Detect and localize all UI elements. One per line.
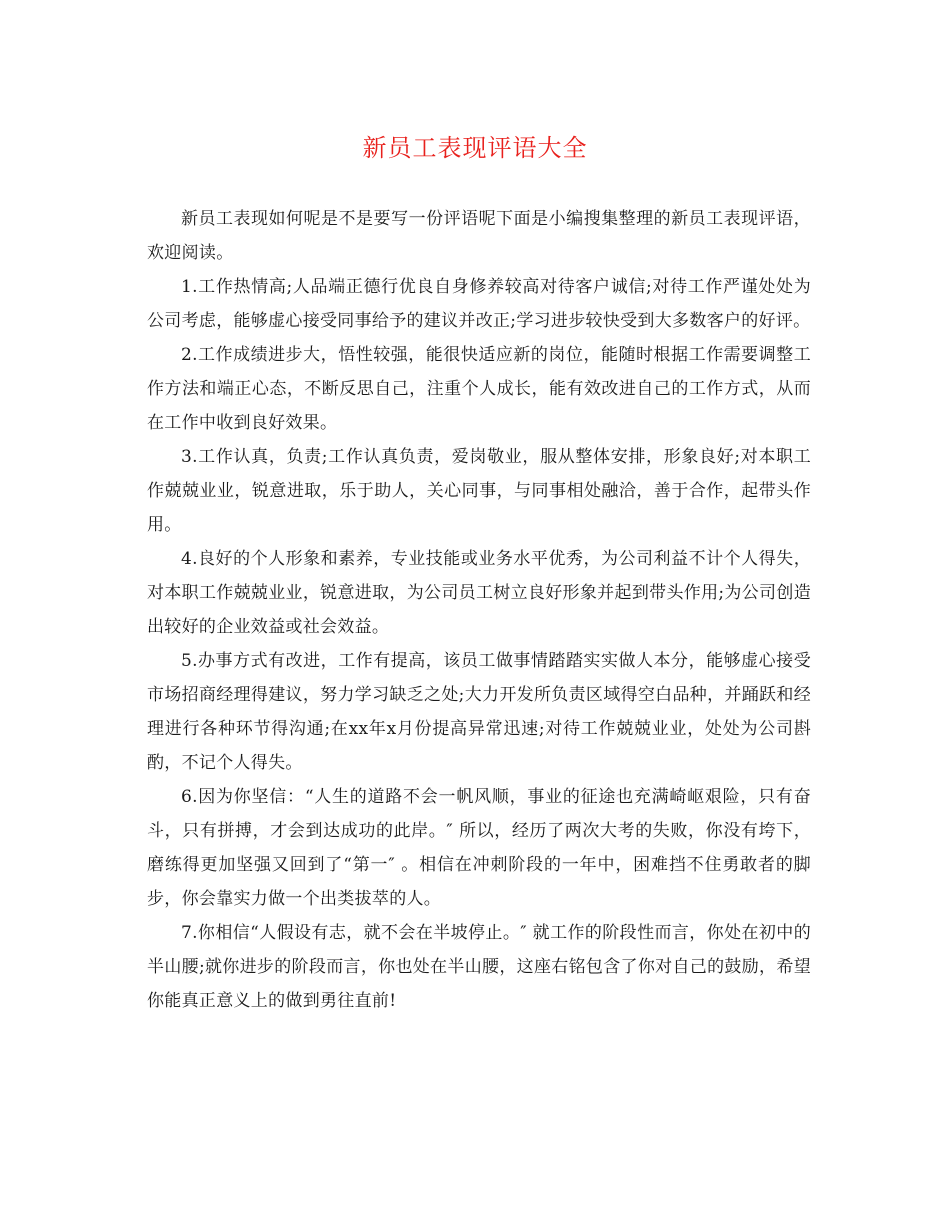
intro-paragraph: 新员工表现如何呢是不是要写一份评语呢下面是小编搜集整理的新员工表现评语，欢迎阅读。	[147, 209, 811, 263]
paragraph-6: 6.因为你坚信：“人生的道路不会一帆风顺，事业的征途也充满崎岖艰险，只有奋斗，只有拼搏，才会到达成功的此岸。″ 所以，经历了两次大考的失败，你没有垮下，磨练得更加坚强又回到了“第一″ 。相信在冲刺阶段的一年中，困难挡不住勇敢者的脚步，你会靠实力做一个出类拔萃的人。	[147, 787, 811, 909]
paragraph-7: 7.你相信“人假设有志，就不会在半坡停止。″ 就工作的阶段性而言，你处在初中的半山腰;就你进步的阶段而言，你也处在半山腰，这座右铭包含了你对自己的鼓励，希望你能真正意义上的做到勇往直前!	[147, 923, 811, 1011]
paragraph-3: 3.工作认真，负责;工作认真负责，爱岗敬业，服从整体安排，形象良好;对本职工作兢兢业业，锐意进取，乐于助人，关心同事，与同事相处融洽，善于合作，起带头作用。	[147, 447, 811, 535]
paragraph-4: 4.良好的个人形象和素养，专业技能或业务水平优秀，为公司利益不计个人得失，对本职工作兢兢业业，锐意进取，为公司员工树立良好形象并起到带头作用;为公司创造出较好的企业效益或社会效益。	[147, 549, 811, 637]
document-title: 新员工表现评语大全	[362, 134, 588, 162]
paragraph-2: 2.工作成绩进步大，悟性较强，能很快适应新的岗位，能随时根据工作需要调整工作方法和端正心态，不断反思自己，注重个人成长，能有效改进自己的工作方式，从而在工作中收到良好效果。	[147, 345, 811, 433]
paragraph-5: 5.办事方式有改进，工作有提高，该员工做事情踏踏实实做人本分，能够虚心接受市场招商经理得建议，努力学习缺乏之处;大力开发所负责区域得空白品种，并踊跃和经理进行各种环节得沟通;在xx年x月份提高异常迅速;对待工作兢兢业业，处处为公司斟酌，不记个人得失。	[147, 651, 811, 773]
paragraph-1: 1.工作热情高;人品端正德行优良自身修养较高对待客户诚信;对待工作严谨处处为公司考虑，能够虚心接受同事给予的建议并改正;学习进步较快受到大多数客户的好评。	[147, 277, 811, 331]
document-body	[147, 202, 811, 1018]
